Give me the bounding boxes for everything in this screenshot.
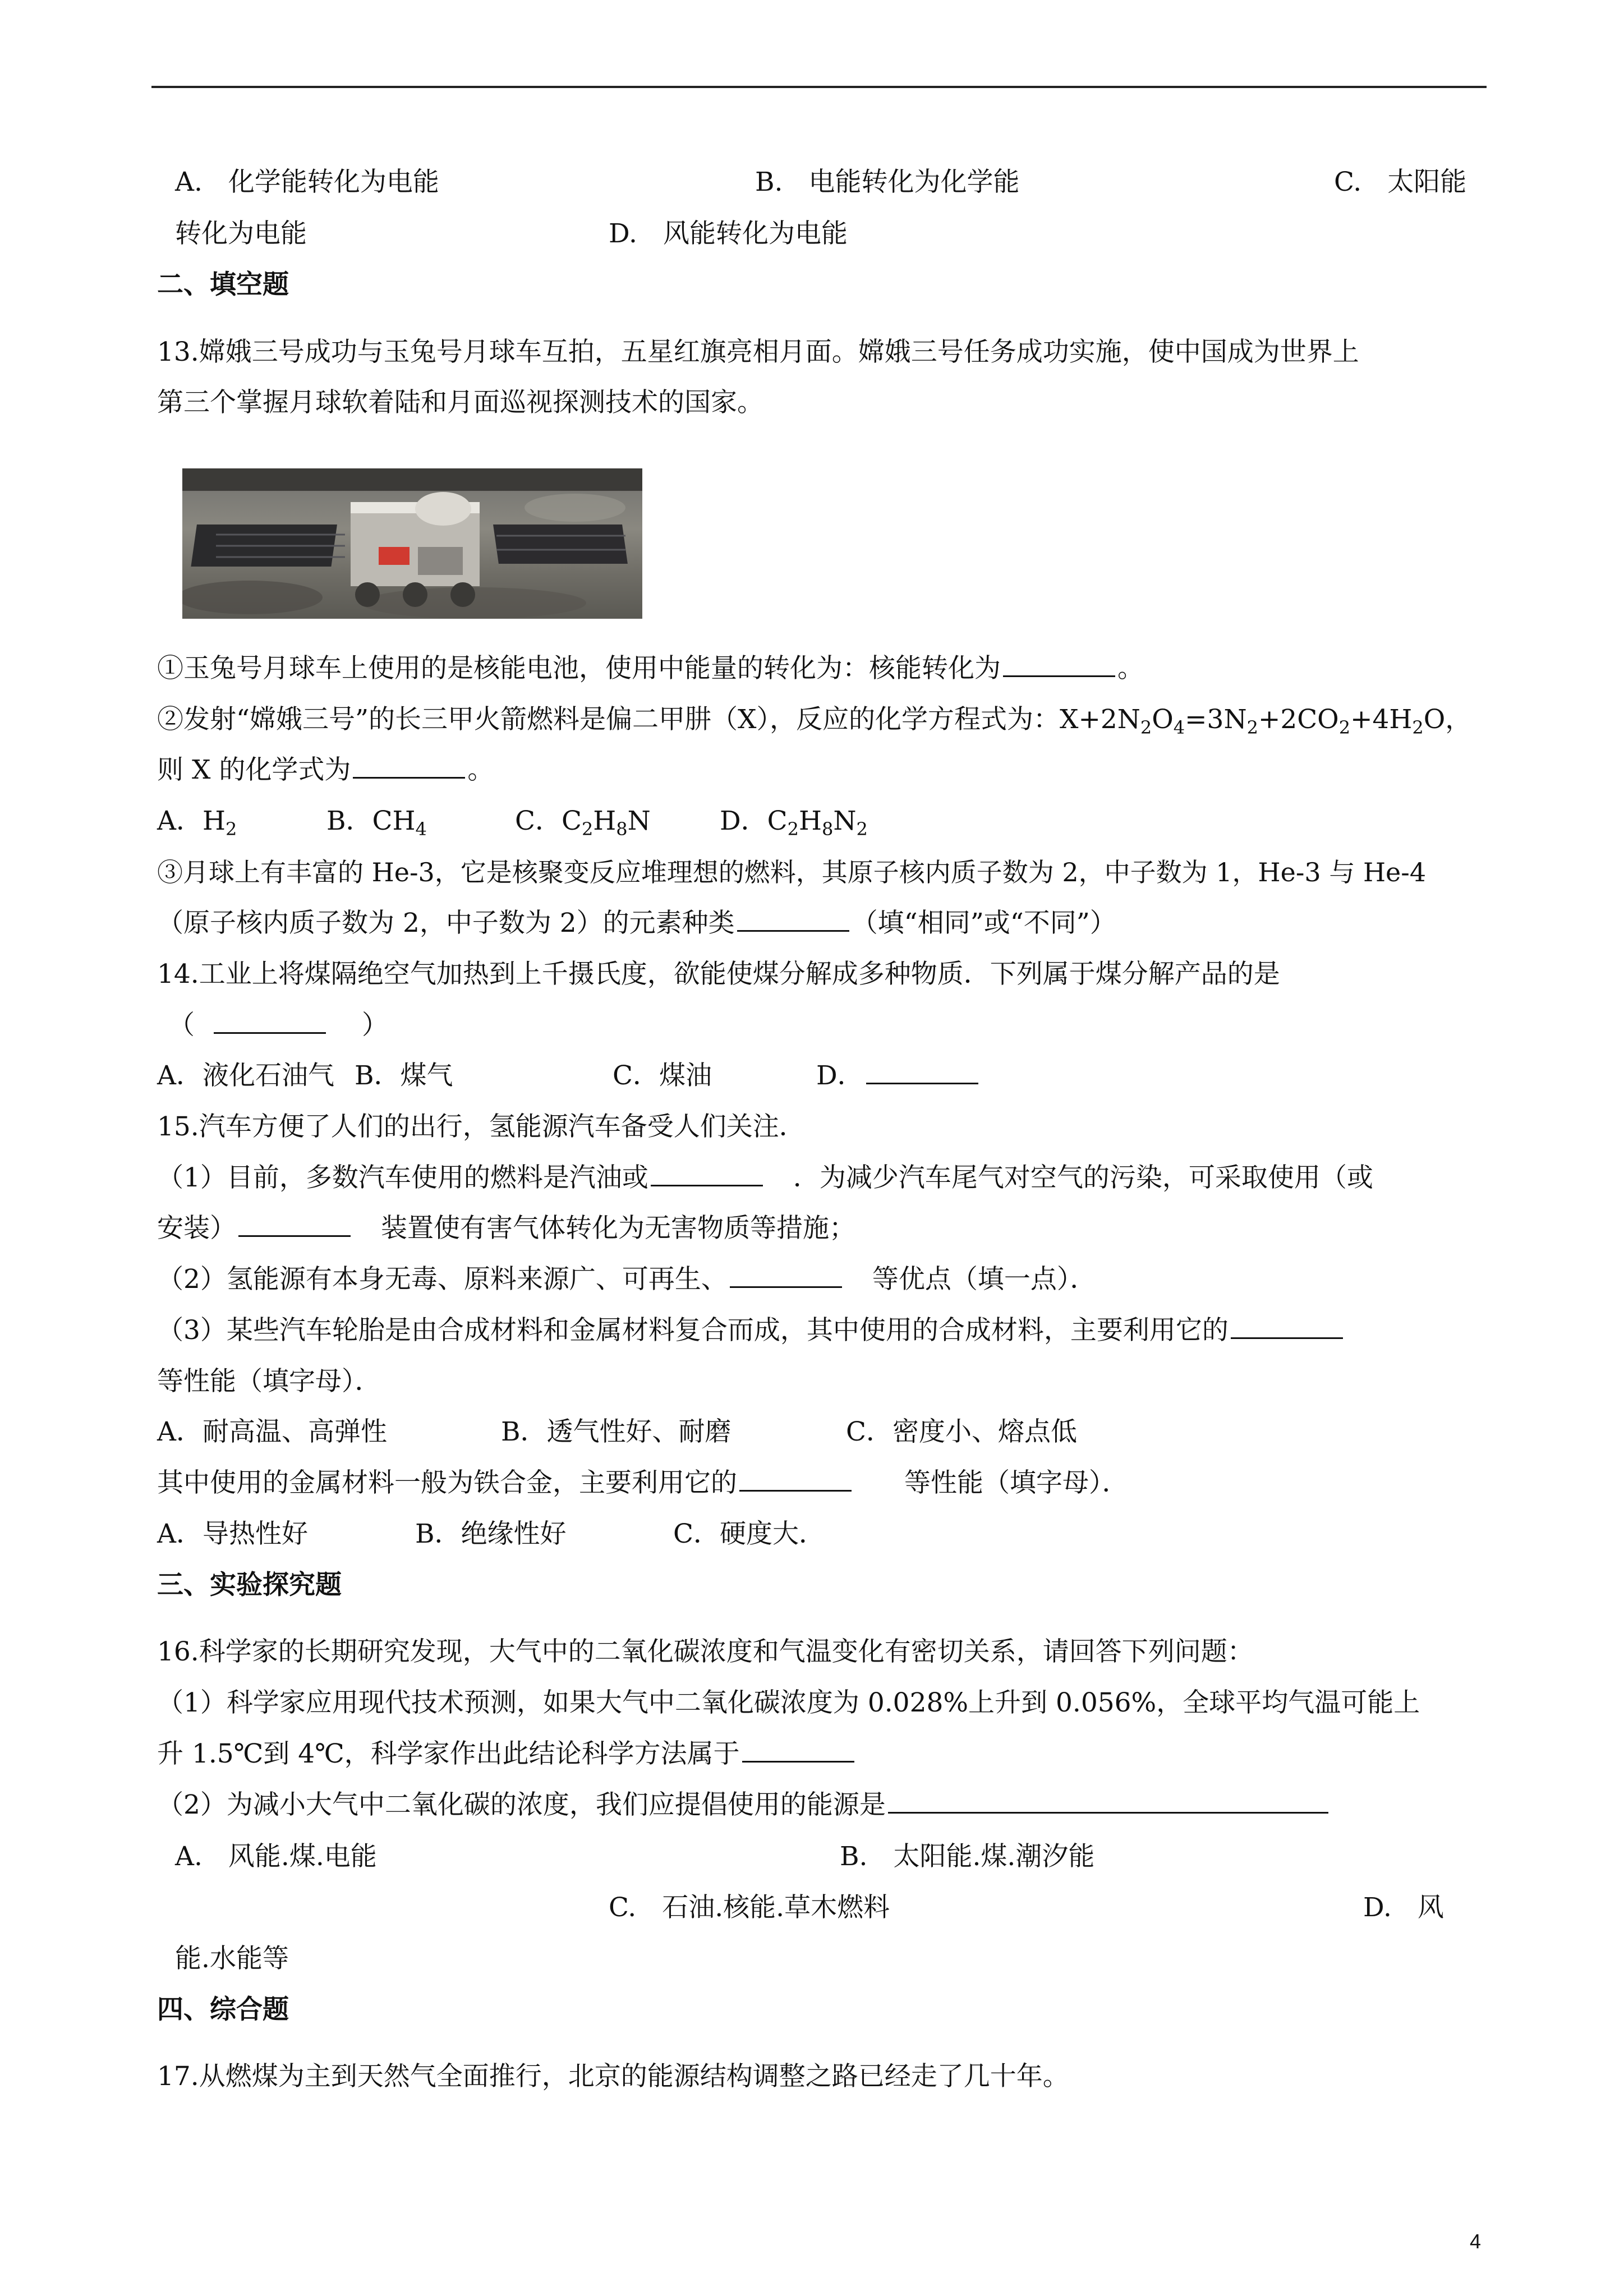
- text: （: [168, 1010, 195, 1041]
- subscript: 4: [415, 818, 427, 840]
- q15-part1-line2: [157, 1212, 855, 1245]
- q13-option-d: [720, 804, 868, 838]
- text: C．C: [515, 806, 582, 836]
- subscript: 2: [1338, 717, 1351, 738]
- subscript: 2: [1412, 717, 1424, 738]
- q15-line1: 15.汽车方便了人们的出行，氢能源汽车备受人们关注．: [157, 1111, 806, 1142]
- answer-blank[interactable]: [1231, 1315, 1343, 1339]
- page-number: 4: [1470, 2230, 1482, 2253]
- q12-option-d: [609, 217, 848, 251]
- q16-line1: 16.科学家的长期研究发现，大气中的二氧化碳浓度和气温变化有密切关系，请回答下列问题：: [157, 1636, 1254, 1667]
- answer-blank[interactable]: [739, 1467, 852, 1492]
- text: ．为减少汽车尾气对空气的污染，可采取使用（或: [793, 1162, 1373, 1193]
- text: O: [1152, 704, 1174, 735]
- q13-part2-line2: [157, 753, 494, 787]
- q13-part3-line2: [157, 907, 1116, 940]
- q17-line1: 17.从燃煤为主到天然气全面推行，北京的能源结构调整之路已经走了几十年。: [157, 2061, 1069, 2092]
- option-text: 化学能转化为电能: [228, 167, 439, 197]
- text: O，: [1423, 704, 1472, 735]
- option-text: 电能转化为化学能: [808, 167, 1020, 197]
- text: 升 1.5℃到 4℃，科学家作出此结论科学方法属于: [157, 1738, 740, 1769]
- subscript: 2: [856, 818, 868, 840]
- option-label: D.: [609, 218, 637, 249]
- option-label: B.: [840, 1841, 868, 1872]
- text: +2CO: [1258, 704, 1339, 735]
- text: （2）为减小大气中二氧化碳的浓度，我们应提倡使用的能源是: [157, 1789, 886, 1820]
- q15-part2: [157, 1263, 1096, 1296]
- option-label: A.: [175, 167, 203, 197]
- q14-option-c: C．煤油: [613, 1060, 712, 1091]
- subscript: 2: [581, 818, 594, 840]
- text: A．H: [157, 806, 226, 836]
- section-title-experiment: 三、实验探究题: [157, 1570, 342, 1600]
- text: （3）某些汽车轮胎是由合成材料和金属材料复合而成，其中使用的合成材料，主要利用它的: [157, 1315, 1229, 1346]
- text: +4H: [1350, 704, 1413, 735]
- option-label: C.: [609, 1892, 637, 1923]
- q13-part1: [157, 652, 1144, 685]
- q16-option-b: [840, 1840, 1094, 1874]
- option-text: 太阳能.煤.潮汐能: [893, 1841, 1095, 1872]
- text: D．: [816, 1060, 864, 1091]
- q15-option2-c: C．硬度大．: [673, 1519, 825, 1549]
- text: D．C: [720, 806, 788, 836]
- text: ②发射“嫦娥三号”的长三甲火箭燃料是偏二甲肼（X），反应的化学方程式为：X+2N: [157, 704, 1140, 735]
- q16-part1-line2: [157, 1737, 857, 1771]
- text: ）: [362, 1010, 388, 1041]
- q15-option2-a: A．导热性好: [157, 1519, 308, 1549]
- subscript: 4: [1173, 717, 1185, 738]
- q16-part1-line1: （1）科学家应用现代技术预测，如果大气中二氧化碳浓度为 0.028%上升到 0.056%，全球平均气温可能上: [157, 1687, 1420, 1718]
- q15-option1-b: B．透气性好、耐磨: [501, 1416, 732, 1447]
- subscript: 8: [822, 818, 834, 840]
- q13-part3-line1: ③月球上有丰富的 He-3，它是核聚变反应堆理想的燃料，其原子核内质子数为 2，中子数为 1，He-3 与 He-4: [157, 857, 1427, 887]
- text: 。: [467, 754, 494, 785]
- text: H: [593, 806, 617, 836]
- q15-part3-line1: [157, 1314, 1345, 1347]
- option-text: 石油.核能.草木燃料: [662, 1892, 890, 1923]
- q13-options: [157, 804, 237, 838]
- q13-option-c: [515, 804, 651, 838]
- q12-option-c: [1334, 165, 1466, 199]
- answer-blank[interactable]: [651, 1162, 763, 1186]
- header-rule: [151, 86, 1487, 88]
- text: B．CH: [326, 806, 416, 836]
- moon-rover-photo: [182, 468, 642, 619]
- subscript: 2: [225, 818, 237, 840]
- option-text: 风能.煤.电能: [228, 1841, 377, 1872]
- option-text: 风: [1417, 1892, 1444, 1923]
- answer-blank[interactable]: [737, 908, 849, 932]
- section-title-fill-blank: 二、填空题: [157, 269, 289, 300]
- subscript: 2: [1246, 717, 1258, 738]
- answer-blank[interactable]: [1003, 653, 1115, 677]
- text: 则 X 的化学式为: [157, 754, 351, 785]
- q14-line1: 14.工业上将煤隔绝空气加热到上千摄氏度，欲能使煤分解成多种物质．下列属于煤分解产品的是: [157, 959, 1280, 990]
- option-label: D.: [1363, 1892, 1392, 1923]
- answer-blank[interactable]: [866, 1060, 978, 1084]
- text: 。: [1117, 653, 1144, 684]
- answer-blank[interactable]: [888, 1789, 1328, 1814]
- option-text: 太阳能: [1387, 167, 1467, 197]
- q15-option1-c: C．密度小、熔点低: [846, 1416, 1077, 1447]
- text: （1）目前，多数汽车使用的燃料是汽油或: [157, 1162, 648, 1193]
- q15-part1-line1: [157, 1161, 1373, 1195]
- text: （填“相同”或“不同”）: [851, 908, 1116, 938]
- text: 等性能（填字母）．: [904, 1467, 1129, 1498]
- answer-blank[interactable]: [742, 1738, 854, 1763]
- q16-option-c: [609, 1891, 890, 1925]
- option-text: 风能转化为电能: [663, 218, 848, 249]
- q15-part4: [157, 1466, 1129, 1500]
- q15-option1-a: A．耐高温、高弹性: [157, 1416, 387, 1447]
- q16-part2: [157, 1788, 1331, 1822]
- q14-option-d: [816, 1059, 981, 1093]
- q16-option-d-cont: 能.水能等: [175, 1943, 289, 1974]
- q14-option-a: A．液化石油气: [157, 1060, 334, 1091]
- text: 其中使用的金属材料一般为铁合金，主要利用它的: [157, 1467, 737, 1498]
- text: N: [833, 806, 857, 836]
- text: 等优点（填一点）．: [872, 1264, 1097, 1295]
- answer-blank[interactable]: [730, 1264, 842, 1288]
- text: （2）氢能源有本身无毒、原料来源广、可再生、: [157, 1264, 728, 1295]
- text: （原子核内质子数为 2，中子数为 2）的元素种类: [157, 908, 735, 938]
- option-label: B.: [755, 167, 783, 197]
- moon-rover-illustration: [182, 468, 642, 619]
- q12-option-c-cont: [175, 217, 307, 251]
- option-label: A.: [175, 1841, 203, 1872]
- q15-option2-b: B．绝缘性好: [415, 1519, 567, 1549]
- q13-line2: 第三个掌握月球软着陆和月面巡视探测技术的国家。: [157, 387, 763, 418]
- answer-blank[interactable]: [214, 1010, 326, 1034]
- q12-option-b: [755, 165, 1019, 199]
- section-title-comprehensive: 四、综合题: [157, 1994, 289, 2025]
- text: 装置使有害气体转化为无害物质等措施；: [381, 1213, 855, 1244]
- q12-option-a: [175, 165, 439, 199]
- text: N: [627, 806, 651, 836]
- option-text: 转化为电能: [175, 218, 307, 249]
- q13-option-b: [326, 804, 427, 838]
- option-a: [157, 806, 237, 840]
- text: 安装）: [157, 1213, 236, 1244]
- answer-blank[interactable]: [238, 1213, 351, 1237]
- option-label: C.: [1334, 167, 1362, 197]
- text: H: [799, 806, 822, 836]
- q15-part3-line2: 等性能（填字母）．: [157, 1366, 381, 1397]
- q13-line1: 13.嫦娥三号成功与玉兔号月球车互拍，五星红旗亮相月面。嫦娥三号任务成功实施，使中国成为世界上: [157, 337, 1359, 367]
- answer-blank[interactable]: [353, 754, 465, 779]
- q14-option-b: B．煤气: [355, 1060, 453, 1091]
- text: =3N: [1185, 704, 1247, 735]
- text: ①玉兔号月球车上使用的是核能电池，使用中能量的转化为：核能转化为: [157, 653, 1001, 684]
- subscript: 8: [616, 818, 628, 840]
- q16-option-d: [1363, 1891, 1444, 1925]
- q16-option-a: [175, 1840, 377, 1874]
- subscript: 2: [787, 818, 799, 840]
- q13-part2-line1: [157, 703, 1471, 737]
- subscript: 2: [1140, 717, 1152, 738]
- q14-answer-paren: [168, 1009, 388, 1042]
